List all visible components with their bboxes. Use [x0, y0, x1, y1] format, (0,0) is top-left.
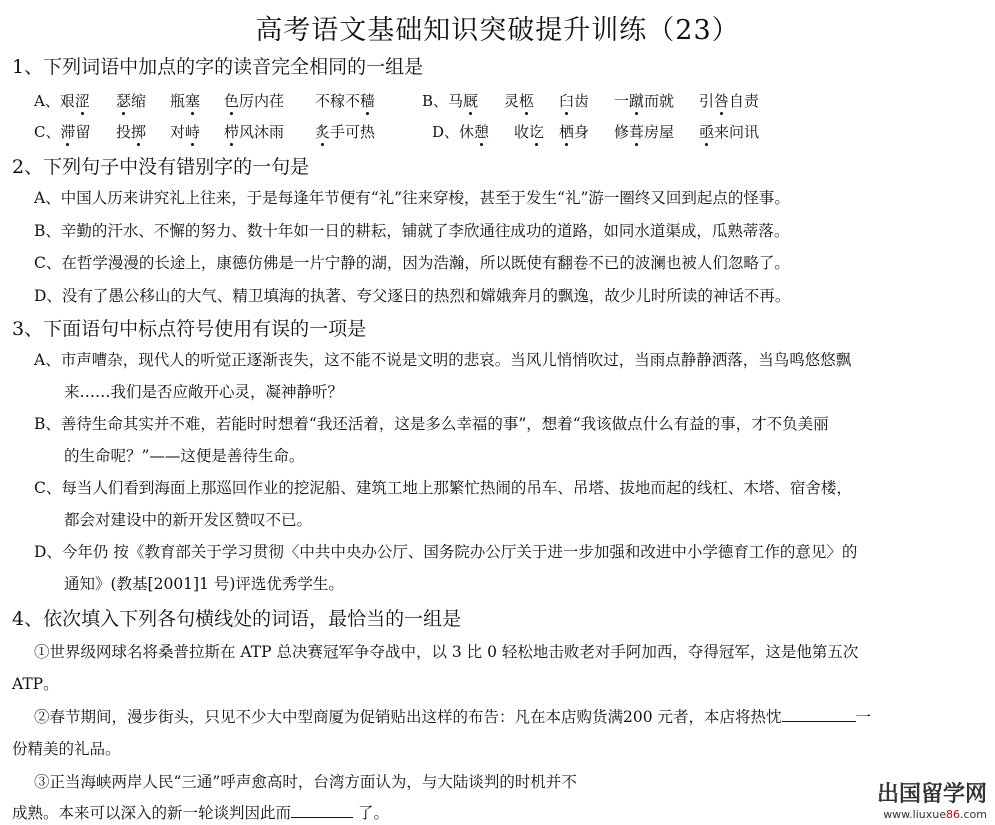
question-3-option-a-line-2: 来……我们是否应敞开心灵，凝神静听？ [64, 383, 344, 401]
question-1-stem: 1、下列词语中加点的字的读音完全相同的一组是 [12, 56, 424, 78]
question-2-option-d: D、没有了愚公移山的大气、精卫填海的执著、夸父逐日的热烈和嫦娥奔月的飘逸，故少儿时所读的神话不再。 [34, 287, 791, 305]
question-4-sentence-2-line-2: 份精美的礼品。 [12, 740, 121, 758]
question-2-option-c: C、在哲学漫漫的长途上，康德仿佛是一片宁静的湖，因为浩瀚，所以既使有翻卷不已的波澜也被人们忽略了。 [34, 254, 790, 272]
question-2-option-a: A、中国人历来讲究礼上往来，于是每逢年节便有“礼”往来穿梭，甚至于发生“礼”游一圈终又回到起点的怪事。 [34, 189, 790, 207]
question-3-option-a-line-1: A、市声嘈杂，现代人的听觉正逐渐丧失，这不能不说是文明的悲哀。当风儿悄悄吹过，当雨点静静洒落，当鸟鸣悠悠飘 [34, 351, 852, 369]
fill-blank-3 [291, 803, 353, 818]
option-word: 一蹴而就 [614, 92, 675, 110]
option-word: B、马厩 [422, 92, 479, 110]
option-word: 色厉内荏 [224, 92, 285, 110]
option-word: 炙手可热 [315, 123, 376, 141]
fill-blank-2 [782, 707, 856, 722]
option-word: 引咎自责 [699, 92, 760, 110]
sentence-3-tail: 了。 [357, 804, 389, 822]
option-word: 瑟缩 [116, 92, 147, 110]
sentence-2-tail: 一 [855, 708, 872, 726]
question-2-option-b: B、辛勤的汗水、不懈的努力、数十年如一日的耕耘，铺就了李欣通往成功的道路，如同水道渠成，瓜熟蒂落。 [34, 222, 790, 240]
question-3-option-d-line-1: D、今年仍 按《教育部关于学习贯彻〈中共中央办公厅、国务院办公厅关于进一步加强和改进中小学德育工作的意见〉的 [34, 543, 858, 561]
question-3-option-d-line-2: 通知》(教基[2001]1 号)评选优秀学生。 [64, 575, 344, 593]
question-4-sentence-1-line-1: ①世界级网球名将桑普拉斯在 ATP 总决赛冠军争夺战中，以 3 比 0 轻松地击败老对手阿加西，夺得冠军，这是他第五次 [34, 643, 859, 661]
site-watermark [877, 777, 987, 821]
option-word: D、休憩 [432, 123, 490, 141]
option-word: 臼齿 [559, 92, 590, 110]
option-word: 栖身 [559, 123, 590, 141]
question-4-sentence-2-line-1 [34, 705, 871, 727]
question-4-stem: 4、依次填入下列各句横线处的词语，最恰当的一组是 [12, 608, 462, 630]
option-word: 瓶塞 [170, 92, 201, 110]
option-word: C、滞留 [34, 123, 91, 141]
question-2-stem: 2、下列句子中没有错别字的一句是 [12, 156, 310, 178]
question-3-option-c-line-2: 都会对建设中的新开发区赞叹不已。 [64, 511, 313, 529]
page-title: 高考语文基础知识突破提升训练（23） [255, 15, 740, 46]
question-4-sentence-3-line-2 [12, 801, 389, 823]
option-word: 栉风沐雨 [224, 123, 285, 141]
option-word: 不稼不穑 [315, 92, 376, 110]
option-word: A、艰涩 [34, 92, 90, 110]
question-3-stem: 3、下面语句中标点符号使用有误的一项是 [12, 318, 367, 340]
sentence-3-text: 成熟。本来可以深入的新一轮谈判因此而 [12, 804, 292, 822]
watermark-url: www.liuxue86.com [883, 808, 987, 821]
sentence-2-text: ②春节期间，漫步街头，只见不少大中型商厦为促销贴出这样的布告：凡在本店购货满200 元者，本店将热忱 [34, 708, 782, 726]
question-3-option-c-line-1: C、每当人们看到海面上那巡回作业的挖泥船、建筑工地上那繁忙热闹的吊车、吊塔、拔地而起的线杠、木塔、宿舍楼， [34, 479, 852, 497]
option-word: 投掷 [116, 123, 147, 141]
watermark-name: 出国留学网 [876, 782, 987, 807]
question-4-sentence-3-line-1: ③正当海峡两岸人民“三通”呼声愈高时，台湾方面认为，与大陆谈判的时机并不 [34, 773, 577, 791]
question-4-sentence-1-line-2: ATP。 [12, 675, 59, 693]
option-word: 亟来问讯 [699, 123, 760, 141]
option-word: 修葺房屋 [614, 123, 675, 141]
option-word: 对峙 [170, 123, 201, 141]
option-word: 收讫 [514, 123, 545, 141]
question-3-option-b-line-1: B、善待生命其实并不难，若能时时想着“我还活着，这是多么幸福的事”，想着“我该做点什么有益的事，才不负美丽 [34, 415, 829, 433]
option-word: 灵柩 [504, 92, 535, 110]
question-3-option-b-line-2: 的生命呢？”——这便是善待生命。 [64, 447, 305, 465]
